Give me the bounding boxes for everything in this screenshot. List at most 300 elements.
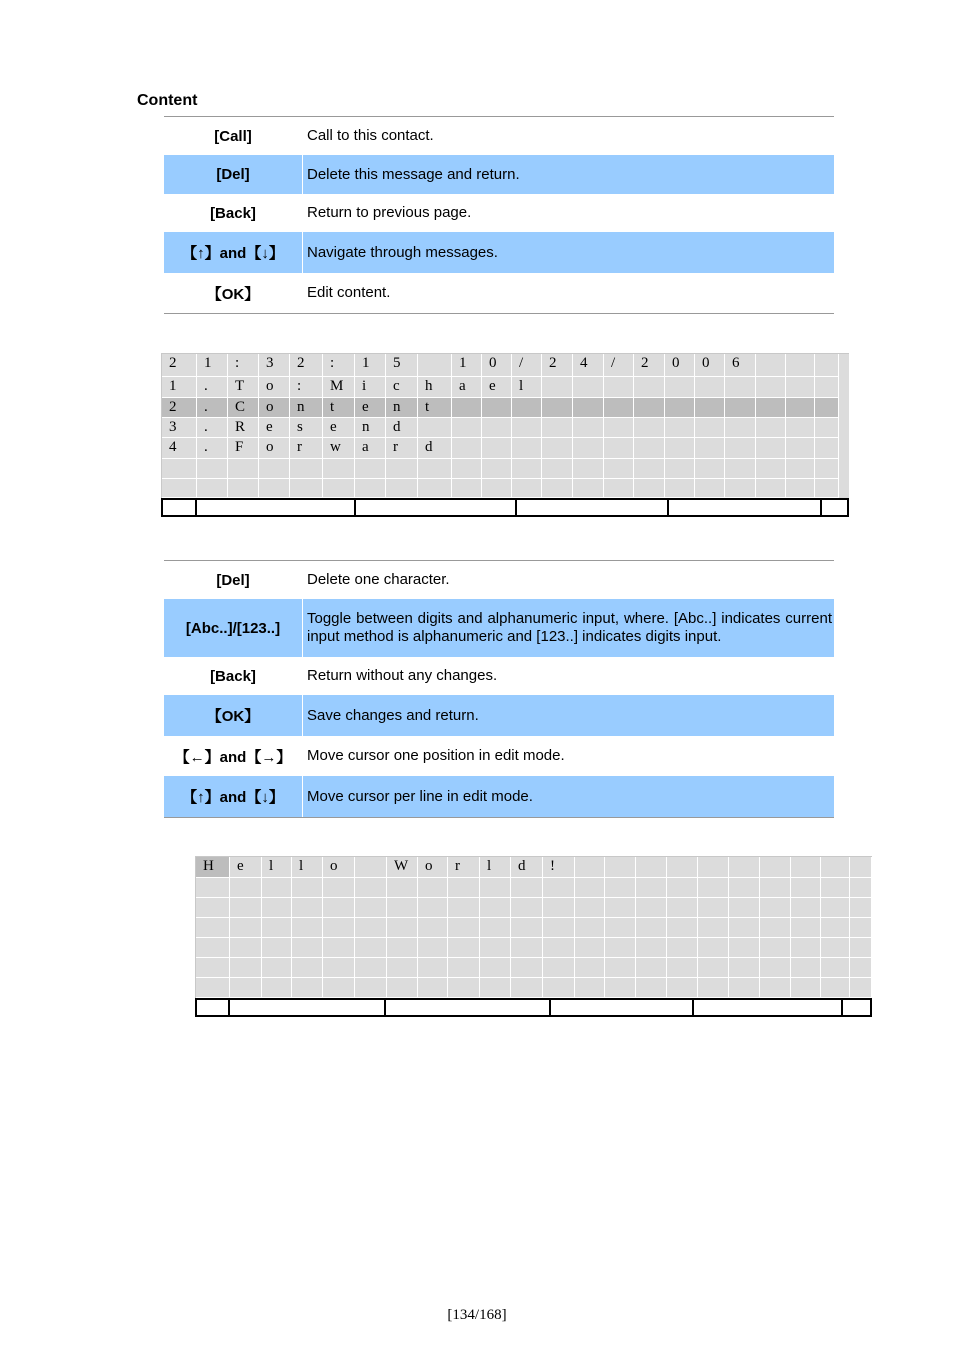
lcd-cell [791,878,821,898]
lcd-cell [605,978,636,998]
lcd-cell: 2 [162,398,197,418]
lcd-cell [729,978,760,998]
lcd-cell [850,918,872,938]
lcd-cell [821,857,850,878]
lcd-cell [542,459,573,479]
key-row [164,695,834,736]
lcd-cell [634,377,665,398]
lcd-cell: e [482,377,512,398]
lcd-cell [511,958,543,978]
lcd-cell: o [418,857,448,878]
lcd-cell [512,438,542,459]
lcd-cell [791,857,821,878]
lcd-cell [230,898,262,918]
lcd-cell [511,898,543,918]
lcd-cell [667,857,698,878]
lcd-cell [511,878,543,898]
lcd-cell [725,418,756,438]
lcd-cell [480,958,511,978]
lcd-cell [480,918,511,938]
lcd-cell [575,938,605,958]
lcd-cell [196,958,230,978]
lcd-cell [386,479,418,498]
lcd-cell: 0 [482,354,512,377]
lcd-cell [418,918,448,938]
key-row [164,736,834,776]
lcd-cell [575,898,605,918]
lcd-cell [575,918,605,938]
lcd-cell: n [290,398,323,418]
lcd-cell [292,958,323,978]
lcd-cell [786,418,815,438]
key-description: Toggle between digits and alphanumeric input, where. [Abc..] indicates current input method is alphanumeric and [123..] indicates digits input. [307,610,832,645]
lcd-cell [634,479,665,498]
key-row [164,776,834,817]
lcd-cell [815,377,839,398]
lcd-cell: r [386,438,418,459]
lcd-cell [543,918,575,938]
lcd-cell: F [228,438,259,459]
lcd-cell [162,459,197,479]
lcd-cell [665,418,695,438]
edit-key-table [164,560,834,818]
lcd-cell: W [387,857,418,878]
lcd-cell: l [262,857,292,878]
lcd-cell: w [323,438,355,459]
lcd-cell [729,857,760,878]
lcd-cell [259,459,290,479]
lcd-cell: 2 [542,354,573,377]
lcd-cell: o [259,398,290,418]
key-row [164,273,834,313]
lcd-cell [815,354,839,377]
key-row [164,561,834,599]
key-row [164,117,834,155]
softkey-bar [195,998,872,1017]
lcd-cell [636,898,667,918]
lcd-cell: a [355,438,386,459]
key-row [164,232,834,273]
lcd-cell [323,459,355,479]
lcd-cell [756,459,786,479]
lcd-cell [418,459,452,479]
lcd-cell [292,978,323,998]
lcd-cell [756,354,786,377]
lcd-cell [448,918,480,938]
lcd-cell [605,878,636,898]
lcd-cell: 3 [259,354,290,377]
lcd-cell [698,918,729,938]
lcd-cell: e [230,857,262,878]
lcd-cell [636,878,667,898]
lcd-cell [636,978,667,998]
lcd-cell [386,459,418,479]
lcd-cell: 2 [162,354,197,377]
lcd-cell [850,898,872,918]
lcd-cell: 1 [452,354,482,377]
lcd-cell: . [197,418,228,438]
lcd-cell [756,377,786,398]
lcd-cell [605,898,636,918]
lcd-cell [729,958,760,978]
lcd-cell [511,978,543,998]
key-description: Return to previous page. [307,204,472,221]
lcd-cell: l [480,857,511,878]
lcd-cell: o [259,438,290,459]
lcd-cell: a [452,377,482,398]
lcd-cell [667,958,698,978]
lcd-cell: e [259,418,290,438]
lcd-cell [542,418,573,438]
lcd-cell [850,938,872,958]
lcd-cell [230,878,262,898]
message-view-lcd [161,353,849,517]
lcd-cell: 1 [197,354,228,377]
lcd-cell [665,398,695,418]
lcd-cell: 2 [634,354,665,377]
lcd-cell [665,459,695,479]
lcd-cell: 4 [573,354,604,377]
lcd-cell [821,878,850,898]
section-heading: Content [137,92,198,109]
lcd-cell: t [418,398,452,418]
page-number: [134/168] [447,1307,507,1323]
lcd-cell [387,938,418,958]
lcd-cell: 3 [162,418,197,438]
lcd-cell: : [323,354,355,377]
lcd-cell [729,938,760,958]
lcd-cell [230,938,262,958]
lcd-cell [791,958,821,978]
lcd-cell [815,438,839,459]
lcd-cell [791,918,821,938]
lcd-cell: 0 [665,354,695,377]
lcd-cell [197,479,228,498]
lcd-cell: C [228,398,259,418]
lcd-cell [323,978,355,998]
lcd-cell [760,958,791,978]
lcd-cell [452,479,482,498]
lcd-cell [850,958,872,978]
key-label: 【↑】and【↓】 [164,776,303,817]
lcd-cell: : [228,354,259,377]
lcd-cell [262,878,292,898]
lcd-cell [850,878,872,898]
lcd-cell [634,438,665,459]
lcd-cell [756,398,786,418]
lcd-cell [698,857,729,878]
lcd-cell [786,377,815,398]
lcd-cell [162,479,197,498]
lcd-cell [418,958,448,978]
lcd-cell [821,938,850,958]
lcd-cell [448,878,480,898]
lcd-cell [604,459,634,479]
lcd-cell [452,459,482,479]
lcd-cell: 5 [386,354,418,377]
lcd-cell [480,938,511,958]
lcd-cell [543,958,575,978]
key-label: 【↑】and【↓】 [164,232,303,273]
lcd-cell: e [323,418,355,438]
lcd-cell [604,438,634,459]
lcd-cell [725,438,756,459]
lcd-cell [821,898,850,918]
key-description: Move cursor per line in edit mode. [307,787,533,805]
lcd-cell [760,978,791,998]
lcd-cell [542,398,573,418]
lcd-cell: M [323,377,355,398]
lcd-cell [262,938,292,958]
lcd-cell [511,938,543,958]
key-row [164,657,834,695]
lcd-cell [452,418,482,438]
lcd-cell: r [290,438,323,459]
lcd-cell [196,978,230,998]
lcd-cell [760,918,791,938]
lcd-cell: 6 [725,354,756,377]
key-label: 【←】and【→】 [164,736,303,776]
lcd-cell: : [290,377,323,398]
lcd-cell [387,878,418,898]
lcd-cell: 0 [695,354,725,377]
lcd-cell [230,918,262,938]
lcd-cell [605,918,636,938]
lcd-cell [636,918,667,938]
lcd-cell [698,958,729,978]
lcd-cell [850,978,872,998]
lcd-cell [667,878,698,898]
key-description: Call to this contact. [307,127,434,144]
lcd-cell [760,898,791,918]
lcd-cell [542,377,573,398]
lcd-cell [634,418,665,438]
lcd-cell [262,898,292,918]
lcd-cell [512,479,542,498]
key-description: Delete this message and return. [307,165,520,183]
lcd-cell [573,398,604,418]
lcd-cell: d [511,857,543,878]
lcd-cell [665,377,695,398]
lcd-cell [604,479,634,498]
lcd-cell [760,938,791,958]
lcd-cell [512,418,542,438]
lcd-cell [667,978,698,998]
lcd-cell [760,857,791,878]
lcd-cell [355,459,386,479]
lcd-cell [290,479,323,498]
lcd-cell [355,958,387,978]
lcd-cell [418,878,448,898]
lcd-cell: . [197,438,228,459]
lcd-cell: / [604,354,634,377]
lcd-cell [259,479,290,498]
lcd-cell [756,479,786,498]
lcd-cell: d [386,418,418,438]
lcd-cell [418,938,448,958]
lcd-cell [196,938,230,958]
lcd-cell [355,938,387,958]
lcd-cell [543,938,575,958]
lcd-cell [482,398,512,418]
lcd-cell [323,898,355,918]
lcd-cell [575,978,605,998]
lcd-cell [695,479,725,498]
lcd-cell [448,898,480,918]
lcd-cell [634,398,665,418]
key-label: [Call] [164,117,303,155]
lcd-cell [323,958,355,978]
lcd-cell [791,938,821,958]
lcd-cell [355,898,387,918]
lcd-cell: i [355,377,386,398]
lcd-cell [262,958,292,978]
lcd-cell [355,479,386,498]
lcd-cell [418,418,452,438]
lcd-cell [604,398,634,418]
lcd-cell [821,958,850,978]
lcd-cell [418,978,448,998]
lcd-cell: ! [543,857,575,878]
lcd-cell [636,938,667,958]
key-description: Navigate through messages. [307,243,498,261]
lcd-cell: r [448,857,480,878]
lcd-cell [196,878,230,898]
lcd-cell [197,459,228,479]
lcd-cell: 1 [355,354,386,377]
lcd-cell [667,938,698,958]
key-description: Delete one character. [307,571,450,588]
lcd-cell: . [197,377,228,398]
lcd-cell [230,958,262,978]
lcd-cell [665,438,695,459]
lcd-cell [482,418,512,438]
key-label: [Del] [164,155,303,194]
key-row [164,194,834,232]
lcd-cell [228,479,259,498]
lcd-cell [786,459,815,479]
lcd-cell [698,978,729,998]
lcd-cell: h [418,377,452,398]
lcd-cell [323,938,355,958]
lcd-cell [292,918,323,938]
lcd-cell [636,958,667,978]
lcd-cell [850,857,872,878]
lcd-cell [604,418,634,438]
lcd-cell [292,938,323,958]
lcd-cell [698,878,729,898]
lcd-cell: 4 [162,438,197,459]
lcd-cell: 1 [162,377,197,398]
lcd-cell [512,398,542,418]
content-key-table [164,116,834,314]
lcd-cell [480,878,511,898]
lcd-cell [725,377,756,398]
lcd-cell [355,918,387,938]
lcd-cell: c [386,377,418,398]
lcd-cell [387,898,418,918]
lcd-cell [604,377,634,398]
lcd-cell [634,459,665,479]
key-description: Edit content. [307,284,391,301]
lcd-cell [573,479,604,498]
key-description: Move cursor one position in edit mode. [307,747,565,764]
lcd-cell [228,459,259,479]
lcd-cell: n [355,418,386,438]
lcd-cell [791,978,821,998]
softkey-bar [161,498,849,517]
lcd-cell [575,878,605,898]
lcd-cell [543,978,575,998]
lcd-cell [482,479,512,498]
lcd-cell [512,459,542,479]
lcd-cell [791,898,821,918]
lcd-cell [448,978,480,998]
lcd-cell [698,938,729,958]
lcd-cell [292,898,323,918]
key-label: [Abc..]/[123..] [164,599,303,657]
lcd-cell: s [290,418,323,438]
lcd-cell [575,958,605,978]
key-label: [Back] [164,194,303,232]
lcd-cell [230,978,262,998]
lcd-cell [573,459,604,479]
lcd-cell [636,857,667,878]
lcd-cell [452,398,482,418]
lcd-cell [695,418,725,438]
lcd-cell [418,479,452,498]
lcd-cell [355,878,387,898]
lcd-cell: n [386,398,418,418]
lcd-cell [821,918,850,938]
lcd-cell [355,978,387,998]
lcd-cell [821,978,850,998]
lcd-cell: 2 [290,354,323,377]
lcd-cell [786,398,815,418]
lcd-cell [756,438,786,459]
lcd-cell [725,398,756,418]
lcd-cell: e [355,398,386,418]
lcd-cell [575,857,605,878]
lcd-cell [725,479,756,498]
lcd-cell [573,377,604,398]
key-label: 【OK】 [164,695,303,736]
lcd-cell [290,459,323,479]
lcd-cell [387,978,418,998]
lcd-cell [482,438,512,459]
key-description: Save changes and return. [307,706,479,724]
lcd-cell [695,438,725,459]
lcd-cell: . [197,398,228,418]
lcd-cell [418,898,448,918]
lcd-cell: / [512,354,542,377]
lcd-cell [667,898,698,918]
lcd-cell [480,978,511,998]
lcd-cell [196,918,230,938]
lcd-cell [573,438,604,459]
lcd-cell [695,459,725,479]
lcd-cell: o [323,857,355,878]
lcd-cell [729,898,760,918]
lcd-cell [196,898,230,918]
lcd-cell [452,438,482,459]
lcd-cell [667,918,698,938]
lcd-char-grid [195,856,872,998]
key-description: Return without any changes. [307,667,498,684]
lcd-cell: l [512,377,542,398]
lcd-cell [695,377,725,398]
lcd-cell [480,898,511,918]
